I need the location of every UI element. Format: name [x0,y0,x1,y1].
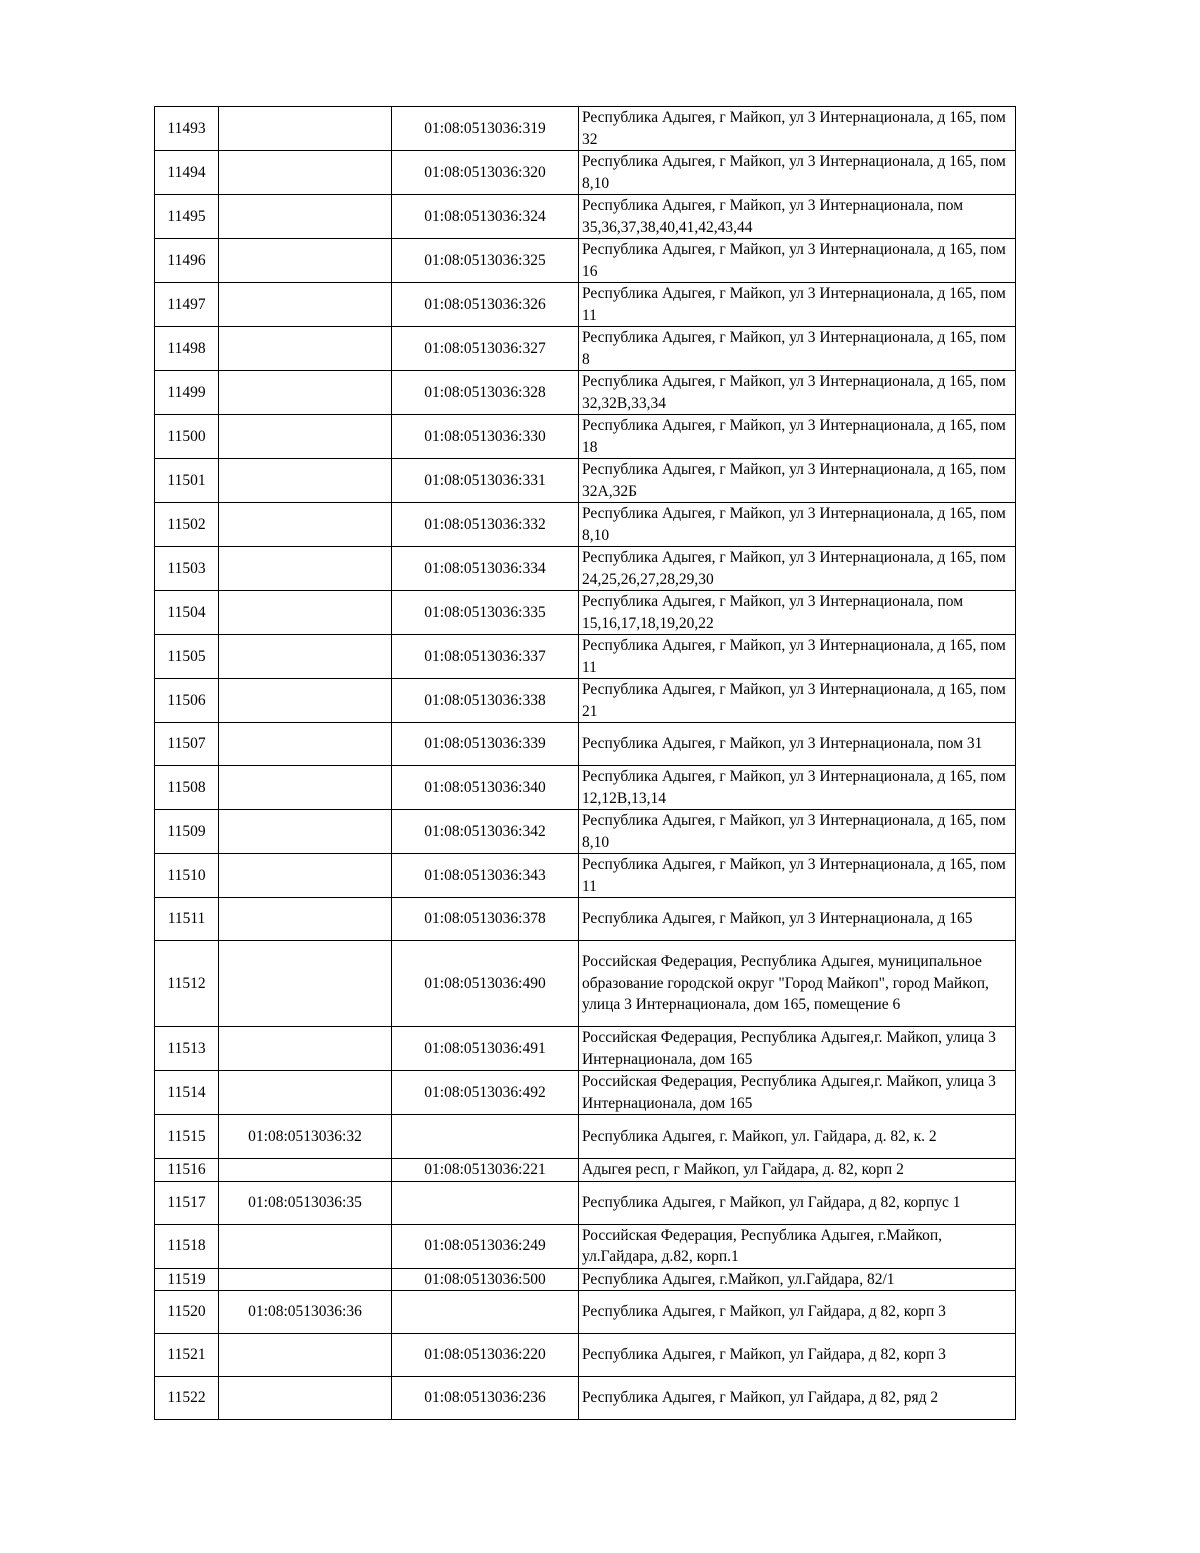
row-number-cell: 11521 [155,1334,219,1377]
parcel-cadastral-number-cell [219,635,392,679]
premises-cadastral-number-cell: 01:08:0513036:221 [392,1159,579,1182]
table-row [155,1027,1016,1071]
premises-cadastral-number-cell: 01:08:0513036:327 [392,327,579,371]
parcel-cadastral-number-cell [219,1159,392,1182]
premises-cadastral-number-cell: 01:08:0513036:335 [392,591,579,635]
address-cell: Республика Адыгея, г Майкоп, ул 3 Интернационала, д 165, пом 11 [579,283,1016,327]
parcel-cadastral-number-cell [219,503,392,547]
parcel-cadastral-number-cell: 01:08:0513036:35 [219,1181,392,1224]
row-number-cell: 11499 [155,371,219,415]
parcel-cadastral-number-cell [219,1071,392,1115]
table-row [155,459,1016,503]
address-cell: Республика Адыгея, г Майкоп, ул Гайдара, д 82, корпус 1 [579,1181,1016,1224]
address-cell: Республика Адыгея, г Майкоп, ул 3 Интернационала, д 165, пом 8,10 [579,810,1016,854]
parcel-cadastral-number-cell [219,283,392,327]
parcel-cadastral-number-cell [219,459,392,503]
table-row [155,1115,1016,1159]
address-cell: Российская Федерация, Республика Адыгея, муниципальное образование городской округ "Город Майкоп", город Майкоп, улица 3 Интернационала, дом 165, помещение 6 [579,941,1016,1027]
premises-cadastral-number-cell: 01:08:0513036:500 [392,1268,579,1291]
table-row [155,766,1016,810]
parcel-cadastral-number-cell [219,1377,392,1420]
table-row [155,151,1016,195]
address-cell: Республика Адыгея, г Майкоп, ул 3 Интернационала, д 165, пом 16 [579,239,1016,283]
table-row [155,371,1016,415]
table-row [155,239,1016,283]
address-cell: Республика Адыгея, г Майкоп, ул 3 Интернационала, д 165, пом 32 [579,107,1016,151]
premises-cadastral-number-cell [392,1181,579,1224]
row-number-cell: 11495 [155,195,219,239]
table-row [155,635,1016,679]
table-row [155,1377,1016,1420]
row-number-cell: 11497 [155,283,219,327]
address-cell: Республика Адыгея, г Майкоп, ул Гайдара, д 82, корп 3 [579,1291,1016,1334]
row-number-cell: 11515 [155,1115,219,1159]
table-row [155,1071,1016,1115]
row-number-cell: 11516 [155,1159,219,1182]
table-row [155,723,1016,766]
registry-table-body [155,107,1016,1420]
premises-cadastral-number-cell: 01:08:0513036:342 [392,810,579,854]
address-cell: Российская Федерация, Республика Адыгея,г. Майкоп, улица 3 Интернационала, дом 165 [579,1071,1016,1115]
premises-cadastral-number-cell: 01:08:0513036:332 [392,503,579,547]
parcel-cadastral-number-cell [219,854,392,898]
table-row [155,898,1016,941]
address-cell: Республика Адыгея, г Майкоп, ул 3 Интернационала, д 165, пом 12,12В,13,14 [579,766,1016,810]
address-cell: Адыгея респ, г Майкоп, ул Гайдара, д. 82, корп 2 [579,1159,1016,1182]
address-cell: Республика Адыгея, г Майкоп, ул 3 Интернационала, пом 35,36,37,38,40,41,42,43,44 [579,195,1016,239]
premises-cadastral-number-cell: 01:08:0513036:319 [392,107,579,151]
parcel-cadastral-number-cell [219,679,392,723]
premises-cadastral-number-cell: 01:08:0513036:334 [392,547,579,591]
parcel-cadastral-number-cell [219,371,392,415]
table-row [155,1268,1016,1291]
table-row [155,195,1016,239]
parcel-cadastral-number-cell [219,107,392,151]
table-row [155,591,1016,635]
premises-cadastral-number-cell [392,1291,579,1334]
parcel-cadastral-number-cell: 01:08:0513036:32 [219,1115,392,1159]
row-number-cell: 11519 [155,1268,219,1291]
premises-cadastral-number-cell: 01:08:0513036:249 [392,1224,579,1268]
premises-cadastral-number-cell: 01:08:0513036:491 [392,1027,579,1071]
row-number-cell: 11500 [155,415,219,459]
address-cell: Республика Адыгея, г. Майкоп, ул. Гайдара, д. 82, к. 2 [579,1115,1016,1159]
parcel-cadastral-number-cell [219,415,392,459]
parcel-cadastral-number-cell [219,327,392,371]
table-row [155,415,1016,459]
row-number-cell: 11508 [155,766,219,810]
address-cell: Республика Адыгея, г Майкоп, ул 3 Интернационала, д 165, пом 8,10 [579,151,1016,195]
row-number-cell: 11501 [155,459,219,503]
address-cell: Республика Адыгея, г Майкоп, ул 3 Интернационала, д 165, пом 32А,32Б [579,459,1016,503]
row-number-cell: 11517 [155,1181,219,1224]
row-number-cell: 11510 [155,854,219,898]
parcel-cadastral-number-cell [219,1334,392,1377]
parcel-cadastral-number-cell [219,766,392,810]
parcel-cadastral-number-cell [219,151,392,195]
table-row [155,503,1016,547]
premises-cadastral-number-cell: 01:08:0513036:338 [392,679,579,723]
premises-cadastral-number-cell: 01:08:0513036:324 [392,195,579,239]
cadastral-registry-table [154,106,1016,1420]
parcel-cadastral-number-cell [219,723,392,766]
row-number-cell: 11494 [155,151,219,195]
address-cell: Республика Адыгея, г Майкоп, ул 3 Интернационала, д 165, пом 8 [579,327,1016,371]
row-number-cell: 11511 [155,898,219,941]
address-cell: Российская Федерация, Республика Адыгея,г. Майкоп, улица 3 Интернационала, дом 165 [579,1027,1016,1071]
address-cell: Республика Адыгея, г Майкоп, ул 3 Интернационала, д 165, пом 11 [579,635,1016,679]
table-row [155,107,1016,151]
row-number-cell: 11493 [155,107,219,151]
address-cell: Республика Адыгея, г Майкоп, ул 3 Интернационала, д 165, пом 11 [579,854,1016,898]
parcel-cadastral-number-cell [219,547,392,591]
parcel-cadastral-number-cell [219,898,392,941]
premises-cadastral-number-cell [392,1115,579,1159]
row-number-cell: 11509 [155,810,219,854]
table-row [155,1291,1016,1334]
premises-cadastral-number-cell: 01:08:0513036:378 [392,898,579,941]
address-cell: Республика Адыгея, г Майкоп, ул Гайдара, д 82, корп 3 [579,1334,1016,1377]
address-cell: Республика Адыгея, г Майкоп, ул 3 Интернационала, д 165, пом 21 [579,679,1016,723]
parcel-cadastral-number-cell [219,239,392,283]
premises-cadastral-number-cell: 01:08:0513036:490 [392,941,579,1027]
row-number-cell: 11502 [155,503,219,547]
premises-cadastral-number-cell: 01:08:0513036:343 [392,854,579,898]
table-row [155,679,1016,723]
premises-cadastral-number-cell: 01:08:0513036:331 [392,459,579,503]
address-cell: Российская Федерация, Республика Адыгея, г.Майкоп, ул.Гайдара, д.82, корп.1 [579,1224,1016,1268]
parcel-cadastral-number-cell [219,1224,392,1268]
address-cell: Республика Адыгея, г Майкоп, ул 3 Интернационала, д 165 [579,898,1016,941]
table-row [155,941,1016,1027]
address-cell: Республика Адыгея, г Майкоп, ул 3 Интернационала, д 165, пом 32,32В,33,34 [579,371,1016,415]
premises-cadastral-number-cell: 01:08:0513036:330 [392,415,579,459]
table-row [155,1159,1016,1182]
table-row [155,1181,1016,1224]
row-number-cell: 11518 [155,1224,219,1268]
parcel-cadastral-number-cell [219,591,392,635]
row-number-cell: 11520 [155,1291,219,1334]
parcel-cadastral-number-cell [219,195,392,239]
row-number-cell: 11506 [155,679,219,723]
row-number-cell: 11522 [155,1377,219,1420]
parcel-cadastral-number-cell: 01:08:0513036:36 [219,1291,392,1334]
parcel-cadastral-number-cell [219,810,392,854]
row-number-cell: 11498 [155,327,219,371]
row-number-cell: 11514 [155,1071,219,1115]
parcel-cadastral-number-cell [219,941,392,1027]
address-cell: Республика Адыгея, г Майкоп, ул 3 Интернационала, пом 15,16,17,18,19,20,22 [579,591,1016,635]
row-number-cell: 11513 [155,1027,219,1071]
premises-cadastral-number-cell: 01:08:0513036:492 [392,1071,579,1115]
address-cell: Республика Адыгея, г.Майкоп, ул.Гайдара, 82/1 [579,1268,1016,1291]
row-number-cell: 11503 [155,547,219,591]
premises-cadastral-number-cell: 01:08:0513036:337 [392,635,579,679]
premises-cadastral-number-cell: 01:08:0513036:328 [392,371,579,415]
premises-cadastral-number-cell: 01:08:0513036:339 [392,723,579,766]
parcel-cadastral-number-cell [219,1268,392,1291]
address-cell: Республика Адыгея, г Майкоп, ул 3 Интернационала, пом 31 [579,723,1016,766]
address-cell: Республика Адыгея, г Майкоп, ул 3 Интернационала, д 165, пом 8,10 [579,503,1016,547]
row-number-cell: 11507 [155,723,219,766]
parcel-cadastral-number-cell [219,1027,392,1071]
table-row [155,854,1016,898]
premises-cadastral-number-cell: 01:08:0513036:326 [392,283,579,327]
premises-cadastral-number-cell: 01:08:0513036:325 [392,239,579,283]
row-number-cell: 11504 [155,591,219,635]
table-row [155,1334,1016,1377]
row-number-cell: 11496 [155,239,219,283]
premises-cadastral-number-cell: 01:08:0513036:340 [392,766,579,810]
premises-cadastral-number-cell: 01:08:0513036:320 [392,151,579,195]
address-cell: Республика Адыгея, г Майкоп, ул 3 Интернационала, д 165, пом 24,25,26,27,28,29,30 [579,547,1016,591]
address-cell: Республика Адыгея, г Майкоп, ул 3 Интернационала, д 165, пом 18 [579,415,1016,459]
table-row [155,1224,1016,1268]
table-row [155,283,1016,327]
table-row [155,327,1016,371]
table-row [155,810,1016,854]
row-number-cell: 11512 [155,941,219,1027]
premises-cadastral-number-cell: 01:08:0513036:220 [392,1334,579,1377]
address-cell: Республика Адыгея, г Майкоп, ул Гайдара, д 82, ряд 2 [579,1377,1016,1420]
row-number-cell: 11505 [155,635,219,679]
table-row [155,547,1016,591]
premises-cadastral-number-cell: 01:08:0513036:236 [392,1377,579,1420]
